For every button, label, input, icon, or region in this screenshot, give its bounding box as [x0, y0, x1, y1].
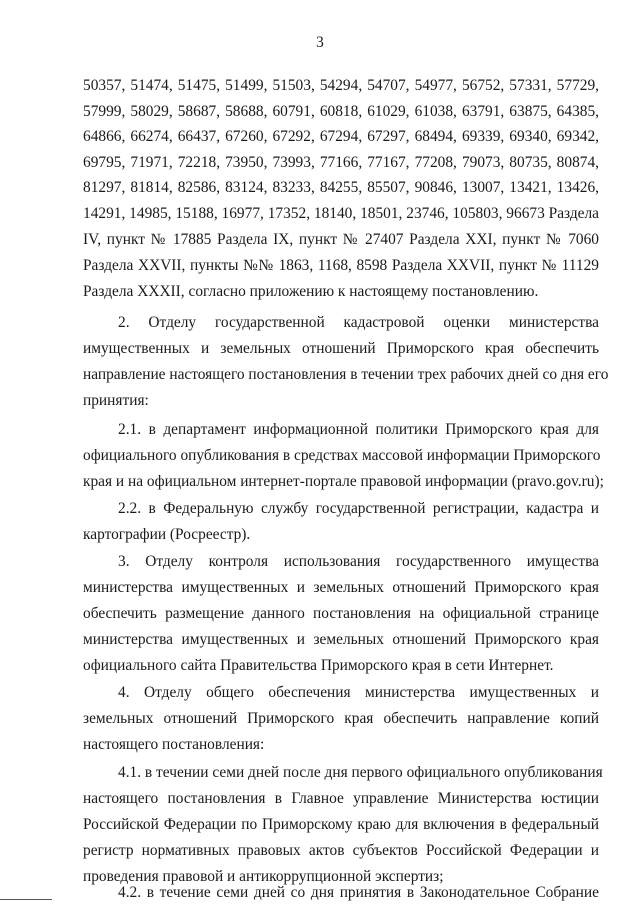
paragraph-4-1-line: 4.1. в течении семи дней после дня первого официального опубликования	[118, 764, 603, 781]
text-line: края и на официальном интернет-портале правовой информации (pravo.gov.ru);	[83, 473, 604, 490]
paragraph-3-line: 3. Отделу контроля использования государственного имущества	[118, 553, 599, 570]
text-line: 81297, 81814, 82586, 83124, 83233, 84255, 85507, 90846, 13007, 13421, 13426,	[83, 179, 599, 196]
text-line: IV, пункт № 17885 Раздела IX, пункт № 27407 Раздела XXI, пункт № 7060	[83, 231, 599, 248]
text-line: принятия:	[83, 392, 149, 409]
text-line: имущественных и земельных отношений Приморского края обеспечить	[83, 340, 599, 357]
text-line: 14291, 14985, 15188, 16977, 17352, 18140, 18501, 23746, 105803, 96673 Раздела	[83, 205, 599, 222]
text-line: 57999, 58029, 58687, 58688, 60791, 60818, 61029, 61038, 63791, 63875, 64385,	[83, 103, 599, 120]
text-line: министерства имущественных и земельных отношений Приморского края	[83, 631, 599, 648]
text-line: настоящего постановления в Главное управление Министерства юстиции	[83, 790, 599, 807]
paragraph-4-line: 4. Отделу общего обеспечения министерства имущественных и	[118, 684, 599, 701]
text-line: обеспечить размещение данного постановления на официальной странице	[83, 605, 599, 622]
paragraph-2-1-line: 2.1. в департамент информационной политики Приморского края для	[118, 421, 599, 438]
paragraph-4-2-line: 4.2. в течение семи дней со дня принятия в Законодательное Собрание	[118, 884, 599, 901]
page-number: 3	[316, 34, 324, 51]
text-line: проведения правовой и антикоррупционной экспертиз;	[83, 868, 444, 885]
text-line: Раздела XXXII, согласно приложению к настоящему постановлению.	[83, 283, 539, 300]
text-line: настоящего постановления:	[83, 736, 265, 753]
paragraph-2-2-line: 2.2. в Федеральную службу государственной регистрации, кадастра и	[118, 500, 599, 517]
text-line: 69795, 71971, 72218, 73950, 73993, 77166, 77167, 77208, 79073, 80735, 80874,	[83, 154, 599, 171]
text-line: направление настоящего постановления в течении трех рабочих дней со дня его	[83, 366, 609, 383]
text-line: Раздела XXVII, пункты №№ 1863, 1168, 8598 Раздела XXVII, пункт № 11129	[83, 257, 599, 274]
text-line: земельных отношений Приморского края обеспечить направление копий	[83, 710, 599, 727]
footnote-rule	[0, 899, 52, 900]
text-line: Российской Федерации по Приморскому краю для включения в федеральный	[83, 816, 599, 833]
text-line: регистр нормативных правовых актов субъектов Российской Федерации и	[83, 842, 599, 859]
text-line: 50357, 51474, 51475, 51499, 51503, 54294, 54707, 54977, 56752, 57331, 57729,	[83, 77, 599, 94]
text-line: 64866, 66274, 66437, 67260, 67292, 67294, 67297, 68494, 69339, 69340, 69342,	[83, 128, 599, 145]
text-line: картографии (Росреестр).	[83, 526, 251, 543]
text-line: официального опубликования в средствах массовой информации Приморского	[83, 447, 601, 464]
paragraph-2-line: 2. Отделу государственной кадастровой оценки министерства	[118, 314, 599, 331]
text-line: официального сайта Правительства Приморского края в сети Интернет.	[83, 657, 554, 674]
text-line: министерства имущественных и земельных отношений Приморского края	[83, 579, 599, 596]
